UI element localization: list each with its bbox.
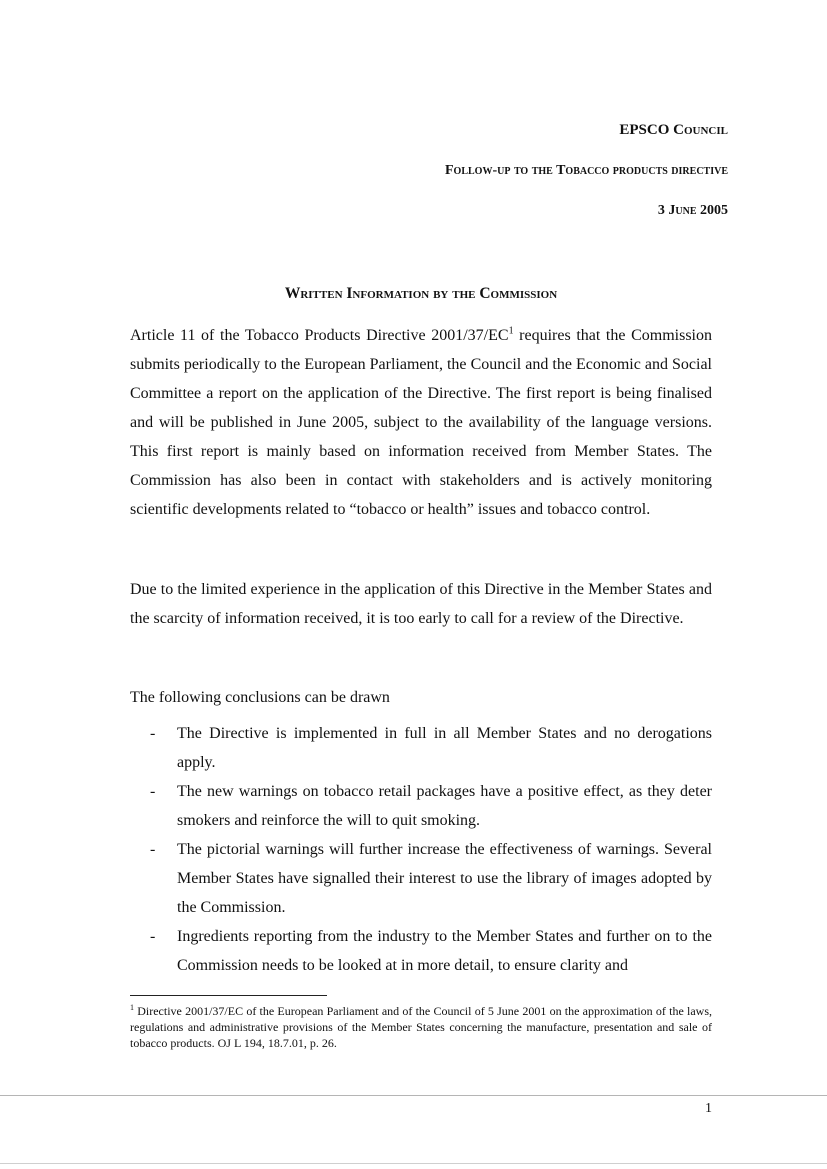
page-edge-rule: [0, 1163, 827, 1164]
list-dash: -: [150, 725, 156, 742]
list-item: [130, 922, 712, 980]
page-number: 1: [705, 1101, 712, 1116]
footnote-reference: 1: [508, 325, 514, 337]
intro-text-start: Article 11 of the Tobacco Products Directive 2001/37/EC: [130, 327, 509, 344]
page-bottom-rule: [0, 1095, 827, 1096]
list-item-text: Ingredients reporting from the industry to the Member States and further on to the Commission needs to be looked at in more detail, to ensure clarity and: [177, 928, 712, 974]
experience-paragraph: Due to the limited experience in the application of this Directive in the Member States and the scarcity of information received, it is too early to call for a review of the Directive.: [130, 581, 712, 627]
footnote: [130, 1003, 712, 1051]
intro-text-rest: requires that the Commission submits periodically to the European Parliament, the Council and the Economic and Social Committee a report on the application of the Directive. The first report is being finalised and will be published in June 2005, subject to the availability of the language versions. This first report is mainly based on information received from Member States. The Commission has also been in contact with stakeholders and is actively monitoring scientific developments related to “tobacco or health” issues and tobacco control.: [130, 327, 713, 518]
header-subject: Follow-up to the Tobacco products directive: [445, 163, 728, 178]
conclusions-intro: The following conclusions can be drawn: [130, 689, 390, 706]
footnote-marker: 1: [130, 1003, 134, 1012]
list-item-text: The Directive is implemented in full in all Member States and no derogations apply.: [177, 725, 712, 771]
footnote-text: Directive 2001/37/EC of the European Parliament and of the Council of 5 June 2001 on the approximation of the laws, regulations and administrative provisions of the Member States concerning the manufacture, presentation and sale of tobacco products. OJ L 194, 18.7.01, p. 26.: [130, 1004, 712, 1050]
list-item: [130, 777, 712, 835]
list-dash: -: [150, 928, 156, 945]
list-item: [130, 835, 712, 922]
conclusions-list: [130, 719, 712, 980]
list-item-text: The pictorial warnings will further increase the effectiveness of warnings. Several Member States have signalled their interest to use the library of images adopted by the Commission.: [177, 841, 712, 916]
header-council: EPSCO Council: [619, 122, 728, 138]
footnote-divider: [130, 995, 327, 996]
list-item: [130, 719, 712, 777]
document-title: Written Information by the Commission: [284, 285, 558, 302]
list-dash: -: [150, 841, 156, 858]
list-dash: -: [150, 783, 156, 800]
header-date: 3 June 2005: [657, 203, 728, 218]
list-item-text: The new warnings on tobacco retail packages have a positive effect, as they deter smokers and reinforce the will to quit smoking.: [177, 783, 712, 829]
intro-paragraph: [130, 321, 712, 524]
